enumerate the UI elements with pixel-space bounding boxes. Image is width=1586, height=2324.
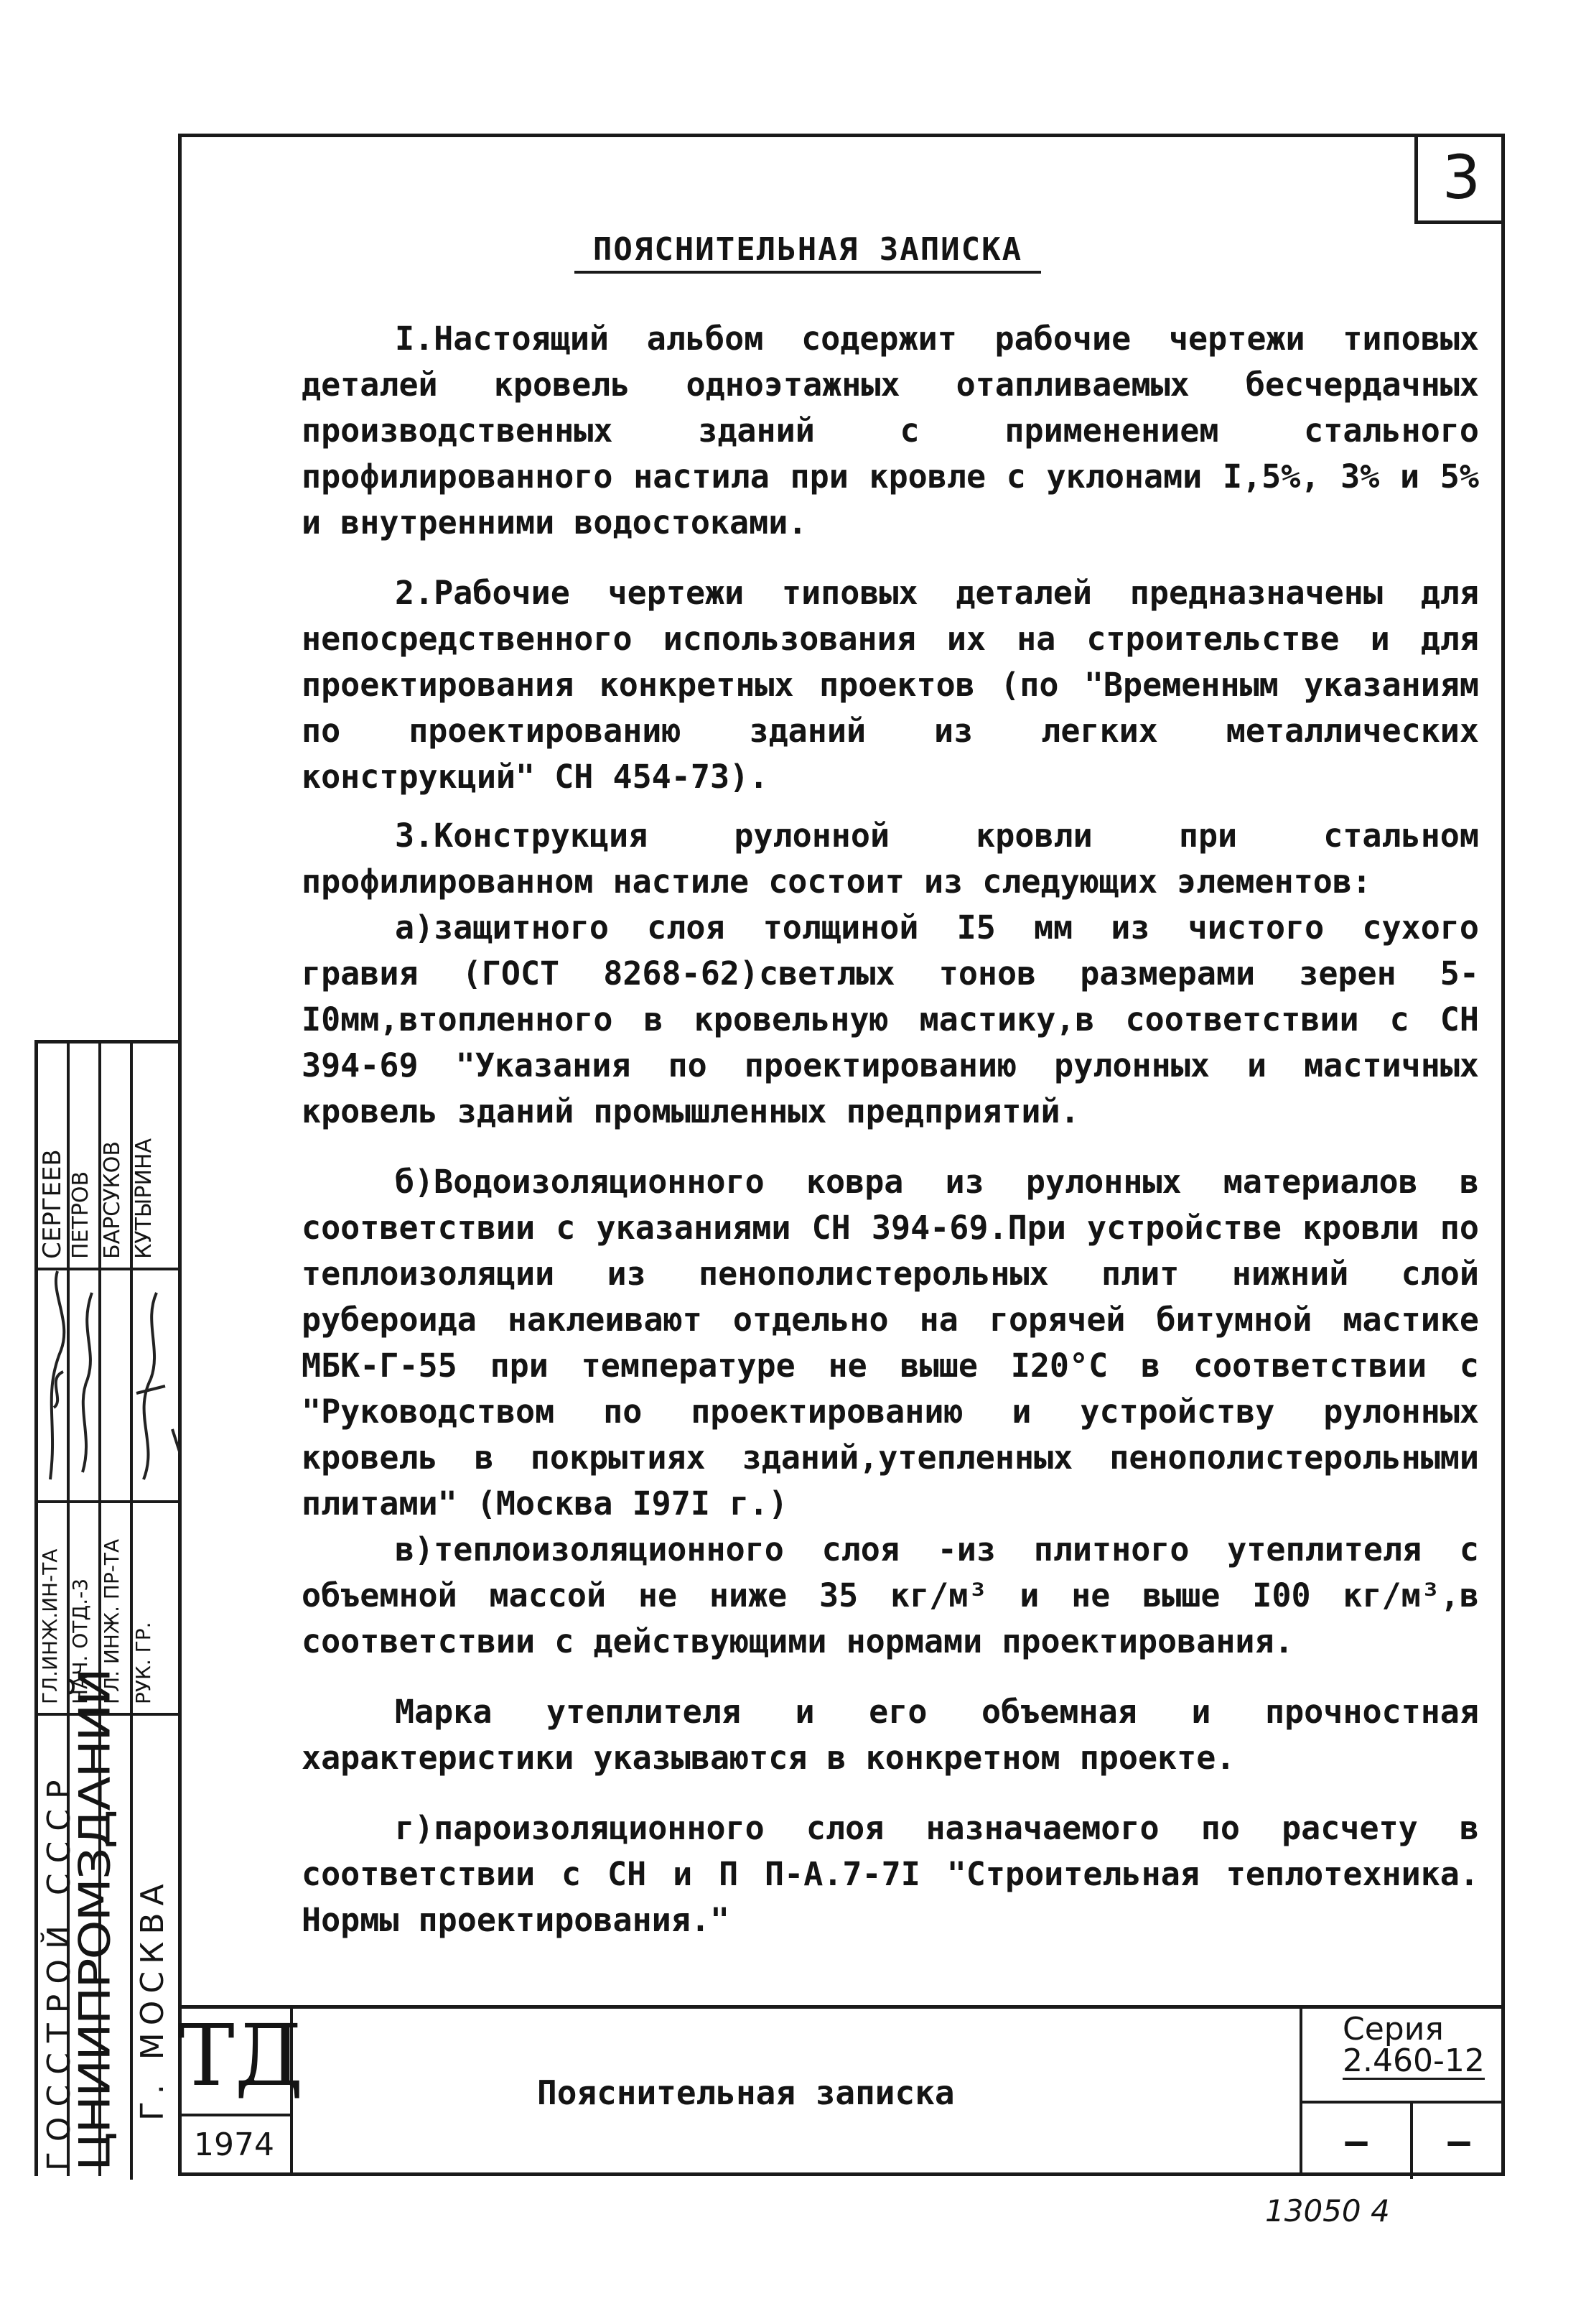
page-title: ПОЯСНИТЕЛЬНАЯ ЗАПИСКА [574, 231, 1041, 274]
paragraph-2: 2.Рабочие чертежи типовых деталей предназначены для непосредственного использования их на строительстве и для проектирования конкретных проектов (по "Временным указаниям по проектированию зданий из легких металлических конструкций" СН 454-73). [302, 574, 1479, 796]
role-group-leader: РУК. ГР. [131, 1622, 155, 1704]
logo-mark: ТД [178, 2006, 304, 2105]
approval-stamp [34, 1040, 178, 2176]
series-box [1300, 2009, 1505, 2176]
name-barsukov: БАРСУКОВ [100, 1141, 125, 1259]
org-gosstroy: ГОССТРОЙ СССР [41, 1770, 78, 2171]
role-chief-engineer-project: ГЛ. ИНЖ. ПР-ТА [100, 1538, 123, 1704]
paragraph-3: 3.Конструкция рулонной кровли при стальном профилированном настиле состоит из следующих элементов: [302, 817, 1479, 901]
item-a: а)защитного слоя толщиной I5 мм из чистого сухого гравия (ГОСТ 8268-62)светлых тонов размерами зерен 5-I0мм,втопленного в кровельную мастику,в соответствии с СН 394-69 "Указания по проектированию рулонных и мастичных кровель зданий промышленных предприятий. [302, 908, 1479, 1130]
year: 1974 [178, 2114, 290, 2163]
signatures [36, 1264, 179, 1494]
series-code: 2.460-12 [1343, 2042, 1485, 2079]
role-chief-engineer-institute: ГЛ.ИНЖ.ИН-ТА [38, 1548, 62, 1704]
title-block [178, 2005, 1505, 2176]
item-v: в)теплоизоляционного слоя -из плитного утеплителя с объемной массой не ниже 35 кг/м³ и не выше I00 кг/м³,в соответствии с действующими нормами проектирования. [302, 1530, 1479, 1660]
document-body [302, 316, 1479, 1943]
org-cniipromzdaniy: ЦНИИПРОМЗДАНИЙ [70, 1669, 120, 2171]
sheet-number: 3 [1414, 134, 1505, 224]
series-label: Серия [1343, 2011, 1444, 2048]
sheet-cell-right: — [1447, 2119, 1470, 2163]
sheet-cell-left: — [1302, 2104, 1413, 2179]
org-moscow: Г. МОСКВА [134, 1877, 171, 2121]
name-sergeev: СЕРГЕЕВ [38, 1149, 67, 1259]
role-head-department: НАЧ. ОТД.-3 [68, 1578, 92, 1704]
item-g: г)пароизоляционного слоя назначаемого по расчету в соответствии с СН и П П-А.7-7I "Строительная теплотехника. Нормы проектирования." [302, 1809, 1479, 1939]
td-logo [178, 2006, 304, 2176]
item-b: б)Водоизоляционного ковра из рулонных материалов в соответствии с указаниями СН 394-69.При устройстве кровли по теплоизоляции из пенополистерольных плит нижний слой рубероида наклеивают отдельно на горячей битумной мастике МБК-Г-55 при температуре не выше I20°С в соответствии с "Руководством по проектированию и устройству рулонных кровель в покрытиях зданий,утепленных пенополистерольными плитами" (Москва I97I г.) [302, 1163, 1479, 1523]
name-petrov: ПЕТРОВ [68, 1171, 93, 1259]
paragraph-1: I.Настоящий альбом содержит рабочие чертежи типовых деталей кровель одноэтажных отапливаемых бесчердачных производственных зданий с применением стального профилированного настила при кровле с уклонами I,5%, 3% и 5% и внутренними водостоками. [302, 320, 1479, 542]
insulation-note: Марка утеплителя и его объемная и прочностная характеристики указываются в конкретном проекте. [302, 1693, 1479, 1777]
name-kutyrina: КУТЫРИНА [131, 1138, 157, 1259]
document-name: Пояснительная записка [537, 2073, 955, 2112]
inventory-number: 13050 4 [1265, 2193, 1390, 2228]
